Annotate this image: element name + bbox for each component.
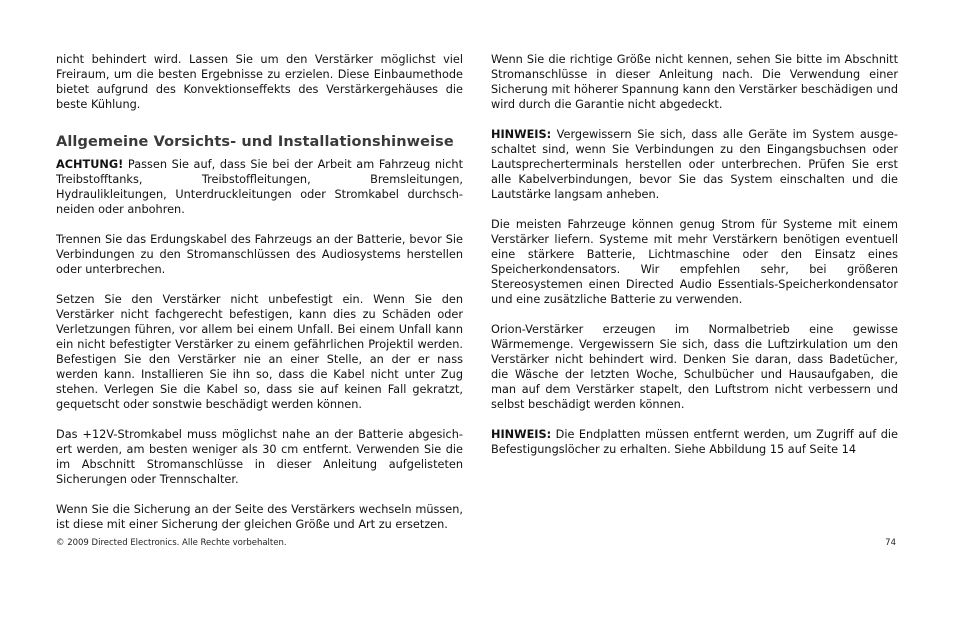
paragraph-warning	[56, 157, 463, 217]
paragraph-fuse-size: Wenn Sie die richtige Größe nicht kennen, sehen Sie bitte im Abschnitt Stromanschlüsse in dieser Anleitung nach. Die Verwendung einer Sicherung mit höherer Spannung kann den Verstärker beschädigen und wird durch die Garantie nicht abgedeckt.	[491, 53, 898, 111]
paragraph-ground-cable: Trennen Sie das Erdungskabel des Fahrzeugs an der Batterie, bevor Sie Verbindungen zu den Stromanschlüssen des Audiosystems herstellen oder unterbrechen.	[56, 233, 463, 276]
note-text: Vergewissern Sie sich, dass alle Geräte im System ausgeschaltet sind, wenn Sie Verbindungen zu den Eingangsbuchsen oder Lautsprecherterminals herstellen oder unterbrechen. Prüfen Sie erst alle Kabelverbindungen, bevor Sie das System einschalten und die Lautstärke langsam anheben.	[491, 128, 898, 201]
paragraph-fuse: Wenn Sie die Sicherung an der Seite des Verstärkers wechseln müssen, ist diese mit einer Sicherung der gleichen Größe und Art zu ersetzen.	[56, 503, 463, 531]
paragraph-power-cable: Das +12V-Stromkabel muss möglichst nahe an der Batterie abgesichert werden, am besten weniger als 30 cm entfernt. Verwenden Sie die im Abschnitt Stromanschlüsse in dieser Anleitung aufgelisteten Sicherungen oder Trennschalter.	[56, 428, 463, 486]
paragraph-note-connections	[491, 127, 898, 202]
note-label: HINWEIS:	[491, 428, 552, 441]
copyright-footer: © 2009 Directed Electronics. Alle Rechte vorbehalten.	[56, 538, 287, 548]
section-heading: Allgemeine Vorsichts- und Installationshinweise	[56, 134, 454, 150]
paragraph-heat: Orion-Verstärker erzeugen im Normalbetrieb eine gewisse Wärmemenge. Vergewissern Sie sich, dass die Luftzirkulation um den Verstärker nicht behindert wird. Denken Sie daran, dass Badetücher, die Wäsche der letzten Woche, Schulbücher und Hausaufgaben, die man auf dem Verstärker stapelt, den Luftstrom nicht verbessern und selbst beschädigt werden können.	[491, 323, 898, 411]
paragraph-battery: Die meisten Fahrzeuge können genug Strom für Systeme mit einem Verstärker liefern. Systeme mit mehr Verstärkern benötigen eventuell eine stärkere Batterie, Lichtmaschine oder den Einsatz eines Speicherkondensators. Wir empfehlen sehr, bei größeren Stereosystemen einen Directed Audio Essentials-Speicherkondensator und eine zusätzliche Batterie zu verwenden.	[491, 218, 898, 306]
paragraph-note-endplates	[491, 427, 898, 457]
warning-text: Passen Sie auf, dass Sie bei der Arbeit am Fahrzeug nicht Treibstofftanks, Treibstoffleitungen, Bremsleitungen, Hydraulikleitungen, Unterdruckleitungen oder Stromkabel durchschneiden oder anbohren.	[56, 158, 463, 216]
right-column	[491, 52, 898, 457]
paragraph-mounting: Setzen Sie den Verstärker nicht unbefestigt ein. Wenn Sie den Verstärker nicht fachgerecht befestigen, kann dies zu Schäden oder Verletzungen führen, vor allem bei einem Unfall. Bei einem Unfall kann ein nicht befestigter Verstärker zu einem gefährlichen Projektil werden. Befestigen Sie den Verstärker nie an einer Stelle, an der er nass werden kann. Installieren Sie ihn so, dass die Kabel nicht unter Zug stehen. Verlegen Sie die Kabel so, dass sie auf keinen Fall gekratzt, gequetscht oder sonstwie beschädigt werden können.	[56, 293, 463, 411]
paragraph-ventilation: nicht behindert wird. Lassen Sie um den Verstärker möglichst viel Freiraum, um die besten Ergebnisse zu erzielen. Diese Einbaumethode bietet aufgrund des Konvektionseffekts des Verstärkergehäuses die beste Kühlung.	[56, 53, 463, 111]
note-label: HINWEIS:	[491, 128, 552, 141]
left-column	[56, 52, 463, 532]
warning-label: ACHTUNG!	[56, 158, 124, 171]
page-number: 74	[885, 538, 896, 548]
note-text: Die Endplatten müssen entfernt werden, um Zugriff auf die Befestigungslöcher zu erhalten. Siehe Abbildung 15 auf Seite 14	[491, 428, 898, 456]
